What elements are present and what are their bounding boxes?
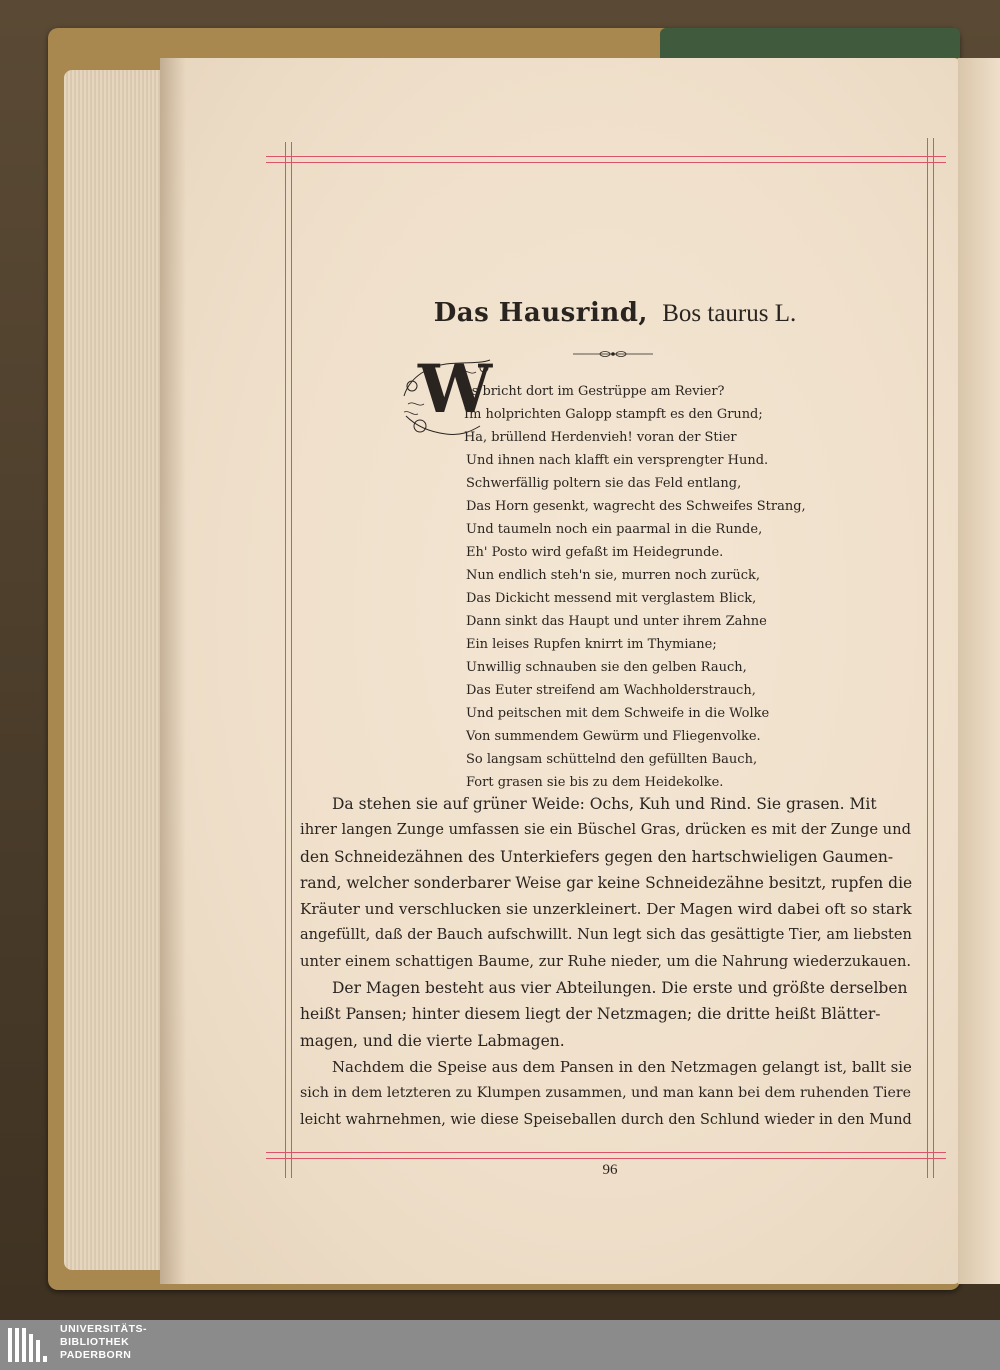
poem-line: Von summendem Gewürm und Fliegenvolke.	[466, 729, 761, 744]
poem-line: Ha, brüllend Herdenvieh! voran der Stier	[464, 430, 737, 445]
page-stack-edge	[64, 70, 164, 1270]
frame-bottom-rule-outer	[266, 1152, 946, 1153]
poem-line: Im holprichten Galopp stampft es den Grund;	[464, 407, 763, 422]
poem-line: Nun endlich steh'n sie, murren noch zurück,	[466, 568, 760, 583]
library-logo-icon	[6, 1324, 48, 1366]
frame-left-rule-inner	[291, 142, 292, 1178]
poem-line: Dann sinkt das Haupt und unter ihrem Zahne	[466, 614, 767, 629]
prose-line: Kräuter und verschlucken sie unzerkleinert. Der Magen wird dabei oft so stark	[300, 900, 912, 919]
poem-line: Das Euter streifend am Wachholderstrauch,	[466, 683, 756, 698]
book-spine-cloth	[660, 28, 960, 58]
prose-line: angefüllt, daß der Bauch aufschwillt. Nun legt sich das gesättigte Tier, am liebsten	[300, 927, 912, 944]
prose-line: magen, und die vierte Labmagen.	[300, 1031, 565, 1050]
page-number: 96	[602, 1162, 618, 1178]
title-latin: Bos taurus L.	[662, 300, 797, 327]
poem-line: Eh' Posto wird gefaßt im Heidegrunde.	[466, 545, 724, 560]
poem-line: as bricht dort im Gestrüppe am Revier?	[464, 384, 725, 399]
poem-line: Das Dickicht messend mit verglastem Blick,	[466, 591, 757, 606]
poem-line: Fort grasen sie bis zu dem Heidekolke.	[466, 775, 724, 790]
poem-block	[466, 380, 926, 794]
prose-line: leicht wahrnehmen, wie diese Speiseballen durch den Schlund wieder in den Mund	[300, 1111, 912, 1128]
poem-line: So langsam schüttelnd den gefüllten Bauch,	[466, 752, 758, 767]
page-title	[300, 298, 930, 328]
drop-cap-letter: W	[418, 350, 493, 428]
prose-line: ihrer langen Zunge umfassen sie ein Büschel Gras, drücken es mit der Zunge und	[300, 821, 912, 839]
title-german: Das Hausrind,	[433, 298, 648, 328]
library-name-line-2: BIBLIOTHEK	[60, 1336, 130, 1348]
poem-line: Schwerfällig poltern sie das Feld entlang,	[466, 476, 742, 491]
prose-line: Nachdem die Speise aus dem Pansen in den Netzmagen gelangt ist, ballt sie	[332, 1057, 912, 1076]
frame-top-rule-inner	[266, 162, 946, 163]
title-ornament-icon	[573, 348, 653, 360]
poem-line: Unwillig schnauben sie den gelben Rauch,	[466, 660, 747, 675]
frame-top-rule-outer	[266, 156, 946, 157]
gutter-shadow	[160, 58, 186, 1284]
poem-line: Und taumeln noch ein paarmal in die Runde,	[466, 522, 763, 537]
frame-left-rule-outer	[285, 142, 286, 1178]
library-footer-bar	[0, 1320, 1000, 1370]
library-name	[60, 1323, 147, 1362]
poem-line: Und peitschen mit dem Schweife in die Wolke	[466, 706, 770, 721]
prose-line: Der Magen besteht aus vier Abteilungen. Die erste und größte derselben	[332, 979, 908, 998]
poem-line: Das Horn gesenkt, wagrecht des Schweifes Strang,	[466, 499, 806, 514]
frame-right-rule-outer	[927, 138, 928, 1178]
frame-bottom-rule-inner	[266, 1158, 946, 1159]
library-name-line-3: PADERBORN	[60, 1349, 132, 1361]
prose-line: unter einem schattigen Baume, zur Ruhe nieder, um die Nahrung wiederzukauen.	[300, 952, 912, 970]
poem-line: Und ihnen nach klafft ein versprengter Hund.	[466, 453, 769, 468]
next-page-edge	[958, 58, 1000, 1284]
prose-line: rand, welcher sonderbarer Weise gar keine Schneidezähne besitzt, rupfen die	[300, 873, 913, 892]
library-name-line-1: UNIVERSITÄTS-	[60, 1323, 148, 1335]
prose-line: den Schneidezähnen des Unterkiefers gegen den hartschwieligen Gaumen-	[300, 847, 894, 866]
poem-line: Ein leises Rupfen knirrt im Thymiane;	[466, 637, 717, 652]
frame-right-rule-inner	[933, 138, 934, 1178]
prose-line: heißt Pansen; hinter diesem liegt der Netzmagen; die dritte heißt Blätter-	[300, 1005, 881, 1024]
prose-line: Da stehen sie auf grüner Weide: Ochs, Kuh und Rind. Sie grasen. Mit	[332, 795, 877, 813]
prose-block	[300, 791, 912, 1133]
prose-line: sich in dem letzteren zu Klumpen zusammen, und man kann bei dem ruhenden Tiere	[300, 1085, 912, 1102]
